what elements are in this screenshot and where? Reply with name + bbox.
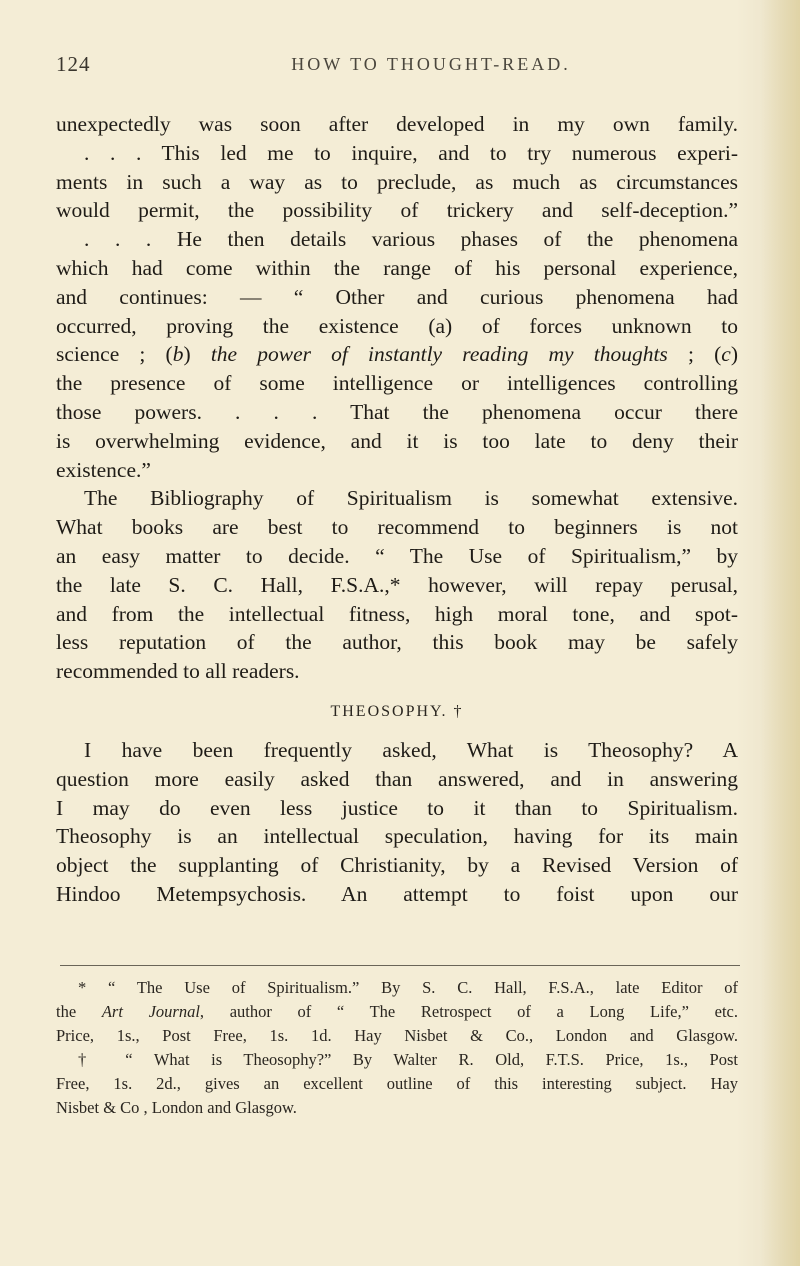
section-line: Theosophy is an intellectual speculation, having for its main (56, 824, 738, 849)
body-line: is overwhelming evidence, and it is too late to deny their (56, 428, 738, 453)
page-number: 124 (56, 52, 91, 76)
body-line-with-italics: science ; (b) the power of instantly reading my thoughts ; (c) (56, 342, 738, 367)
running-head (56, 52, 746, 82)
body-line: . . . He then details various phases of the phenomena (84, 227, 738, 252)
body-line: ments in such a way as to preclude, as much as circumstances (56, 169, 738, 194)
footnote-line: Nisbet & Co , London and Glasgow. (56, 1098, 297, 1117)
body-line: an easy matter to decide. “ The Use of Spiritualism,” by (56, 543, 738, 568)
body-line: recommended to all readers. (56, 659, 300, 684)
body-line: . . . This led me to inquire, and to try numerous experi- (84, 140, 738, 165)
body-line: would permit, the possibility of trickery and self-deception.” (56, 198, 738, 223)
body-line: which had come within the range of his personal experience, (56, 255, 738, 280)
section-line: I may do even less justice to it than to Spiritualism. (56, 795, 738, 820)
footnote-rule (60, 965, 740, 966)
section-line: object the supplanting of Christianity, by a Revised Version of (56, 853, 738, 878)
page-edge-stain (760, 0, 800, 1266)
footnote-line-with-italics: the Art Journal, author of “ The Retrospect of a Long Life,” etc. (56, 1002, 738, 1021)
footnote-line: † “ What is Theosophy?” By Walter R. Old, F.T.S. Price, 1s., Post (78, 1050, 738, 1069)
footnote-line: * “ The Use of Spiritualism.” By S. C. Hall, F.S.A., late Editor of (78, 978, 738, 997)
section-line: Hindoo Metempsychosis. An attempt to foist upon our (56, 881, 738, 906)
body-line: The Bibliography of Spiritualism is somewhat extensive. (84, 486, 738, 511)
section-line: question more easily asked than answered, and in answering (56, 766, 738, 791)
body-line: unexpectedly was soon after developed in my own family. (56, 112, 738, 136)
section-heading: THEOSOPHY. † (330, 702, 464, 720)
body-line: existence.” (56, 457, 151, 482)
body-line: What books are best to recommend to beginners is not (56, 515, 738, 540)
footnote-line: Price, 1s., Post Free, 1s. 1d. Hay Nisbet & Co., London and Glasgow. (56, 1026, 738, 1045)
footnote-line: Free, 1s. 2d., gives an excellent outline of this interesting subject. Hay (56, 1074, 738, 1093)
body-line: and from the intellectual fitness, high moral tone, and spot- (56, 601, 738, 626)
footnotes (56, 976, 738, 1120)
running-title: HOW TO THOUGHT-READ. (291, 54, 571, 74)
body-line: and continues: — “ Other and curious phenomena had (56, 284, 738, 309)
body-line: less reputation of the author, this book may be safely (56, 630, 738, 655)
body-line: the late S. C. Hall, F.S.A.,* however, will repay perusal, (56, 572, 738, 597)
body-line: the presence of some intelligence or intelligences controlling (56, 371, 738, 396)
body-line: those powers. . . . That the phenomena occur there (56, 399, 738, 424)
section-line: I have been frequently asked, What is Theosophy? A (84, 737, 738, 762)
body-text (56, 110, 738, 909)
body-line: occurred, proving the existence (a) of forces unknown to (56, 313, 738, 338)
